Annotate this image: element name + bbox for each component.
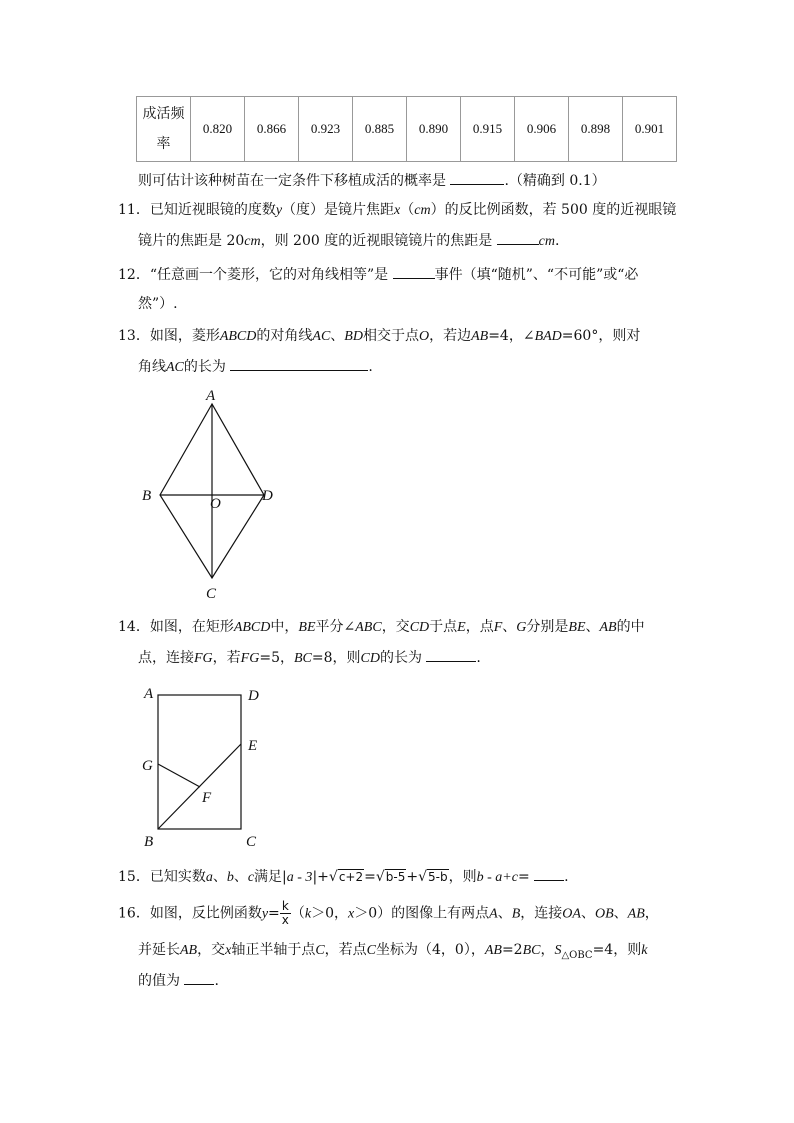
label-A: A: [206, 388, 216, 404]
q14-line2: 点，连接FG，若FG=5，BC=8，则CD的长为 .: [138, 647, 481, 669]
q14-line1: 14．如图，在矩形ABCD中，BE平分∠ABC，交CD于点E，点F、G分别是BE、AB的中: [118, 619, 645, 635]
answer-blank[interactable]: [450, 170, 504, 185]
label-D: D: [248, 688, 259, 704]
label-B: B: [142, 488, 152, 504]
label-A: A: [144, 686, 154, 702]
table-cell: 0.885: [353, 97, 407, 162]
table-cell: 0.898: [569, 97, 623, 162]
q11-line2: 镜片的焦距是 20cm，则 200 度的近视眼镜镜片的焦距是 cm.: [138, 230, 559, 252]
table-row: [137, 97, 677, 162]
label-D: D: [262, 488, 273, 504]
q15-line: 15．已知实数a、b、c满足|a - 3|+√c+2=√b-5+√5-b，则b - a+c= .: [118, 866, 569, 888]
q13-line1: 13．如图，菱形ABCD的对角线AC、BD相交于点O，若边AB=4，∠BAD=60°，则对: [118, 328, 641, 344]
answer-blank[interactable]: [426, 647, 476, 662]
table-cell: 0.923: [299, 97, 353, 162]
label-C: C: [246, 834, 257, 850]
label-G: G: [142, 758, 153, 774]
table-cell: 0.915: [461, 97, 515, 162]
fraction-k-over-x: $\frac{k}{x}$: [281, 899, 289, 927]
table-header-cell: 成活频率: [137, 97, 191, 162]
label-O: O: [210, 496, 221, 512]
q16-line3: 的值为 .: [138, 970, 219, 991]
q10-line: 则可估计该种树苗在一定条件下移植成活的概率是 .（精确到 0.1）: [138, 170, 606, 191]
survival-frequency-table: [136, 96, 677, 162]
label-E: E: [248, 738, 258, 754]
table-cell: 0.901: [623, 97, 677, 162]
answer-blank[interactable]: [230, 356, 368, 371]
sqrt-expression: √5-b: [418, 869, 448, 885]
rectangle-figure: [130, 678, 280, 854]
q12-line2: 然”）.: [138, 296, 178, 312]
table-cell: 0.906: [515, 97, 569, 162]
answer-blank[interactable]: [534, 866, 564, 881]
sqrt-expression: √c+2: [328, 869, 364, 885]
q11-line1: 11．已知近视眼镜的度数y（度）是镜片焦距x（cm）的反比例函数，若 500 度的近视眼镜: [118, 202, 677, 218]
q16-line1: 16．如图，反比例函数y= $\frac{k}{x}$ （k＞0，x＞0）的图像上有两点A、B，连接OA、OB、AB，: [118, 899, 659, 927]
q12-line1: 12．“任意画一个菱形，它的对角线相等”是 事件（填“随机”、“不可能”或“必: [118, 264, 638, 285]
answer-blank[interactable]: [184, 970, 214, 985]
q13-line2: 角线AC的长为 .: [138, 356, 373, 378]
answer-blank[interactable]: [497, 230, 539, 245]
label-C: C: [206, 586, 217, 602]
sqrt-expression: √b-5: [375, 869, 406, 885]
table-cell: 0.820: [191, 97, 245, 162]
rhombus-figure: [130, 380, 290, 610]
label-F: F: [202, 790, 212, 806]
answer-blank[interactable]: [393, 264, 435, 279]
q16-line2: 并延长AB，交x轴正半轴于点C，若点C坐标为（4，0），AB=2BC，$S_{\triangle OBC}=4$，则k: [138, 942, 648, 961]
table-cell: 0.890: [407, 97, 461, 162]
table-cell: 0.866: [245, 97, 299, 162]
label-B: B: [144, 834, 154, 850]
